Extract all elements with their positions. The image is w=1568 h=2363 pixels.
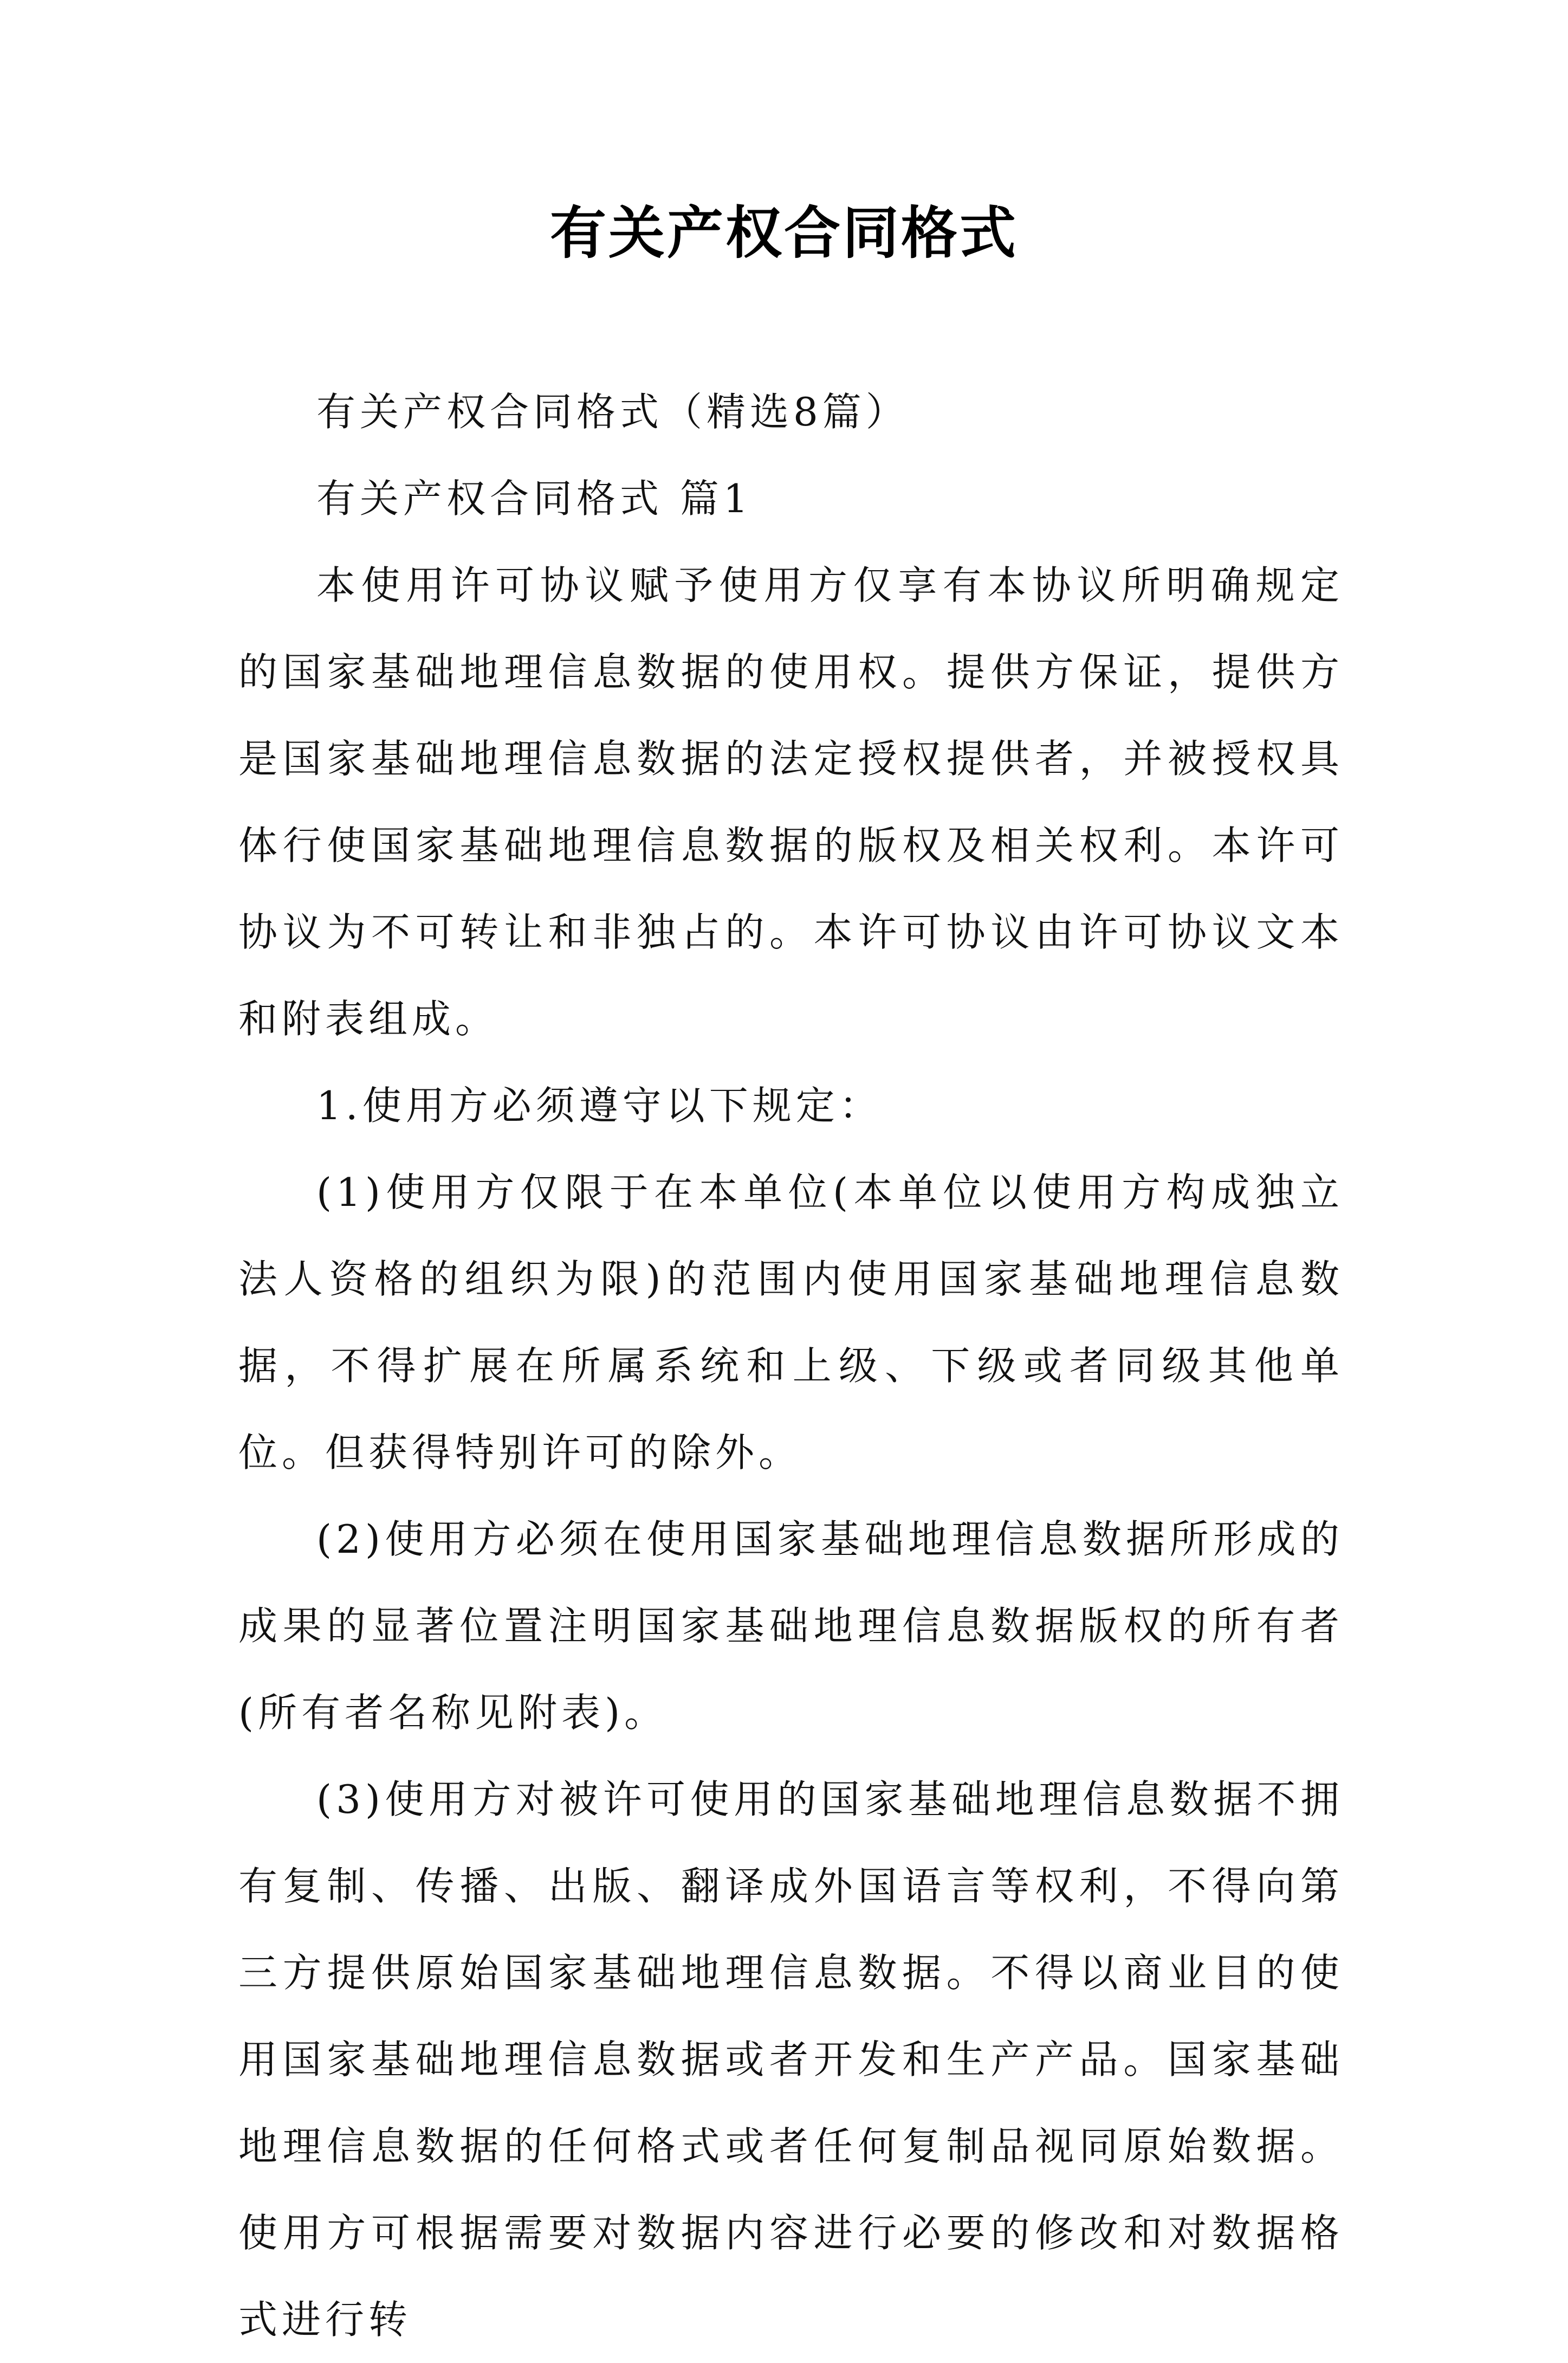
paragraph-intro: 本使用许可协议赋予使用方仅享有本协议所明确规定的国家基础地理信息数据的使用权。提供方保证，提供方是国家基础地理信息数据的法定授权提供者，并被授权具体行使国家基础地理信息数据的版权及相关权利。本许可协议为不可转让和非独占的。本许可协议由许可协议文本和附表组成。 <box>238 563 1344 1042</box>
document-body <box>238 369 1344 2363</box>
paragraph-clause-2: (2)使用方必须在使用国家基础地理信息数据所形成的成果的显著位置注明国家基础地理信息数据版权的所有者(所有者名称见附表)。 <box>238 1516 1344 1735</box>
document-title: 有关产权合同格式 <box>549 200 1018 266</box>
paragraph-subtitle: 有关产权合同格式（精选8篇） <box>316 389 909 435</box>
paragraph-clause-1: (1)使用方仅限于在本单位(本单位以使用方构成独立法人资格的组织为限)的范围内使用国家基础地理信息数据，不得扩展在所属系统和上级、下级或者同级其他单位。但获得特别许可的除外。 <box>238 1170 1344 1475</box>
paragraph-rule-1: 1.使用方必须遵守以下规定： <box>316 1083 883 1128</box>
paragraph-clause-3: (3)使用方对被许可使用的国家基础地理信息数据不拥有复制、传播、出版、翻译成外国语言等权利，不得向第三方提供原始国家基础地理信息数据。不得以商业目的使用国家基础地理信息数据或者开发和生产产品。国家基础地理信息数据的任何格式或者任何复制品视同原始数据。使用方可根据需要对数据内容进行必要的修改和对数据格式进行转 <box>238 1777 1344 2342</box>
paragraph-section-heading: 有关产权合同格式 篇1 <box>316 476 753 521</box>
